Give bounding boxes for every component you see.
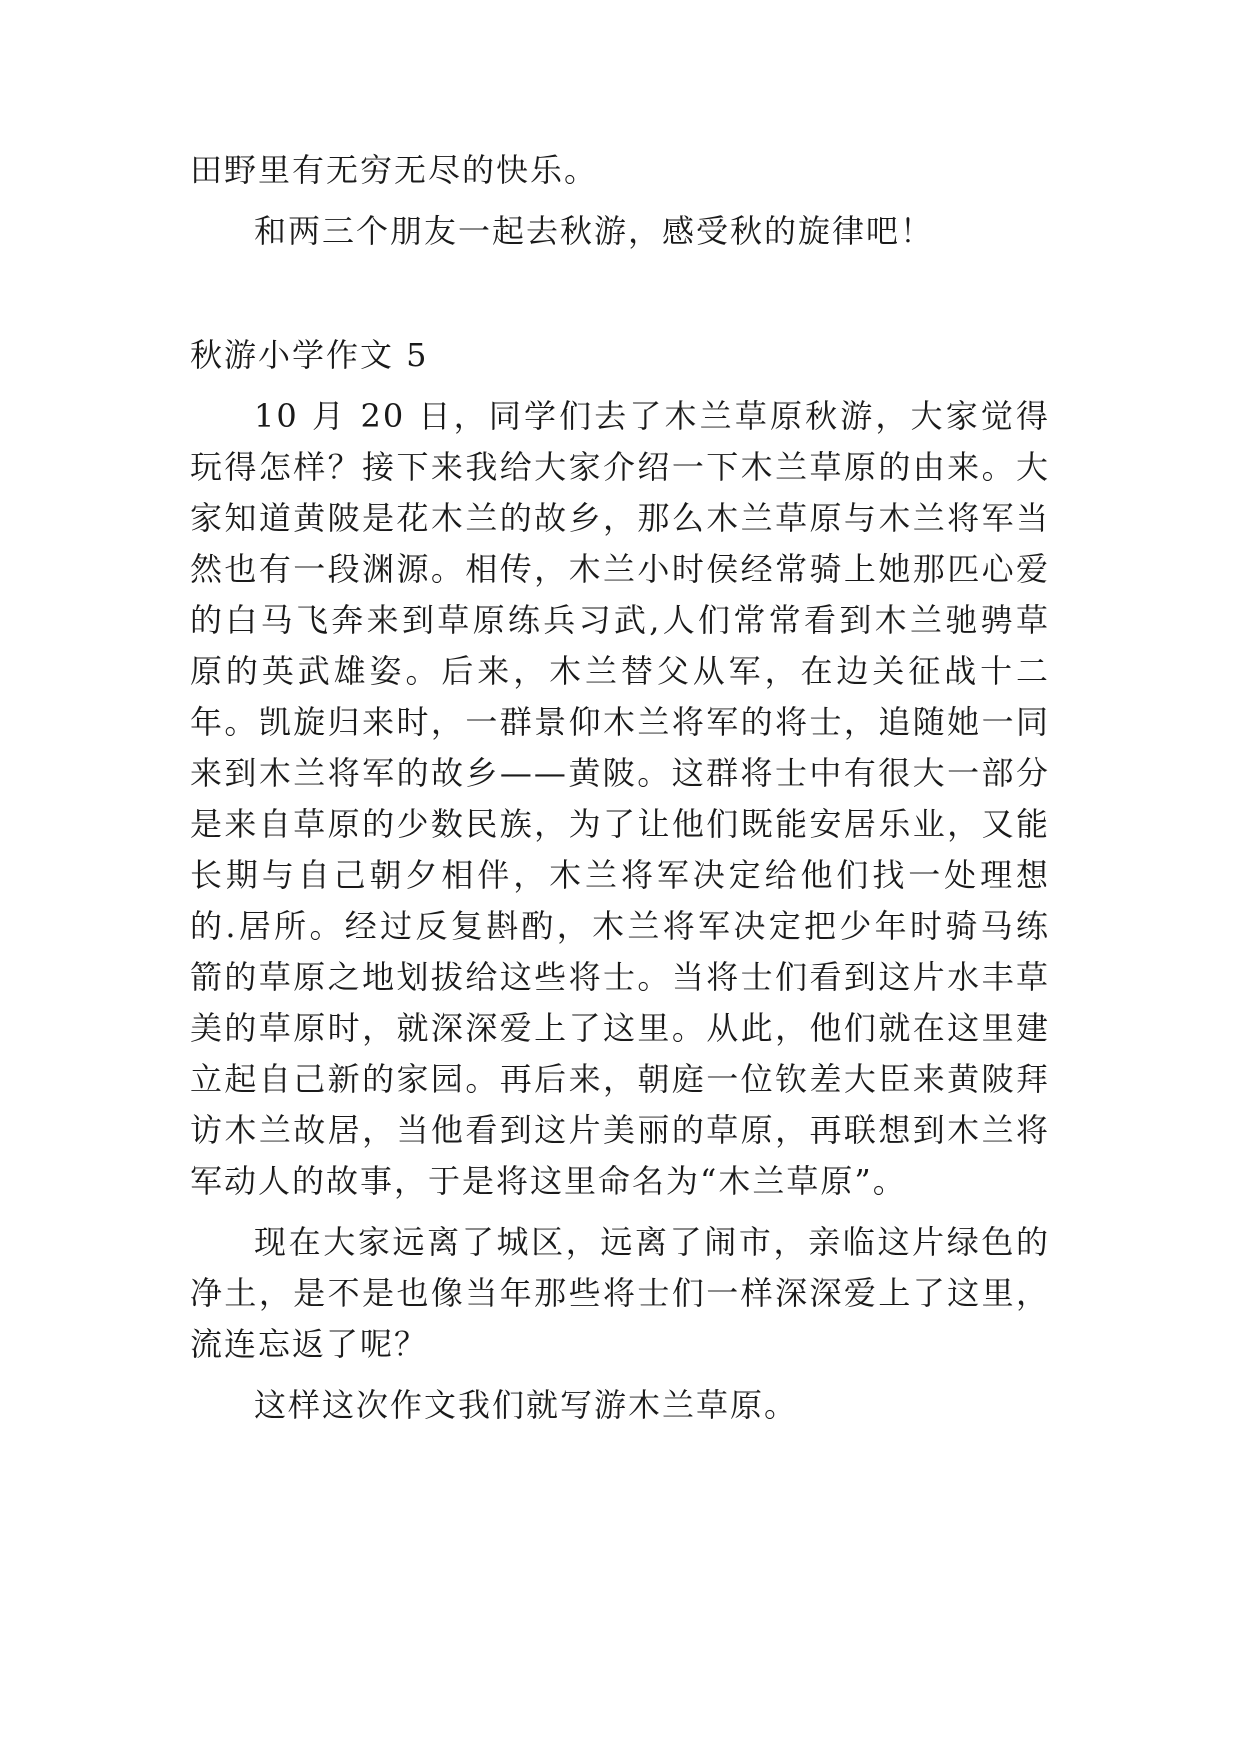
section-block xyxy=(190,330,1050,1431)
body-paragraph: 现在大家远离了城区，远离了闹市，亲临这片绿色的净土，是不是也像当年那些将士们一样深深爱上了这里，流连忘返了呢？ xyxy=(190,1223,1050,1363)
paragraph-continuation: 田野里有无穷无尽的快乐。 xyxy=(190,151,599,189)
top-paragraph-block xyxy=(190,145,1050,257)
paragraph-closing: 和两三个朋友一起去秋游，感受秋的旋律吧！ xyxy=(254,212,935,250)
section-title: 秋游小学作文 5 xyxy=(190,336,429,374)
body-paragraph: 10 月 20 日，同学们去了木兰草原秋游，大家觉得玩得怎样？接下来我给大家介绍一下木兰草原的由来。大家知道黄陂是花木兰的故乡，那么木兰草原与木兰将军当然也有一段渊源。相传，木兰小时侯经常骑上她那匹心爱的白马飞奔来到草原练兵习武,人们常常看到木兰驰骋草原的英武雄姿。后来，木兰替父从军，在边关征战十二年。凯旋归来时，一群景仰木兰将军的将士，追随她一同来到木兰将军的故乡——黄陂。这群将士中有很大一部分是来自草原的少数民族，为了让他们既能安居乐业，又能长期与自己朝夕相伴，木兰将军决定给他们找一处理想的.居所。经过反复斟酌，木兰将军决定把少年时骑马练箭的草原之地划拔给这些将士。当将士们看到这片水丰草美的草原时，就深深爱上了这里。从此，他们就在这里建立起自己新的家园。再后来，朝庭一位钦差大臣来黄陂拜访木兰故居，当他看到这片美丽的草原，再联想到木兰将军动人的故事，于是将这里命名为“木兰草原”。 xyxy=(190,397,1050,1200)
body-paragraph: 这样这次作文我们就写游木兰草原。 xyxy=(254,1386,799,1424)
